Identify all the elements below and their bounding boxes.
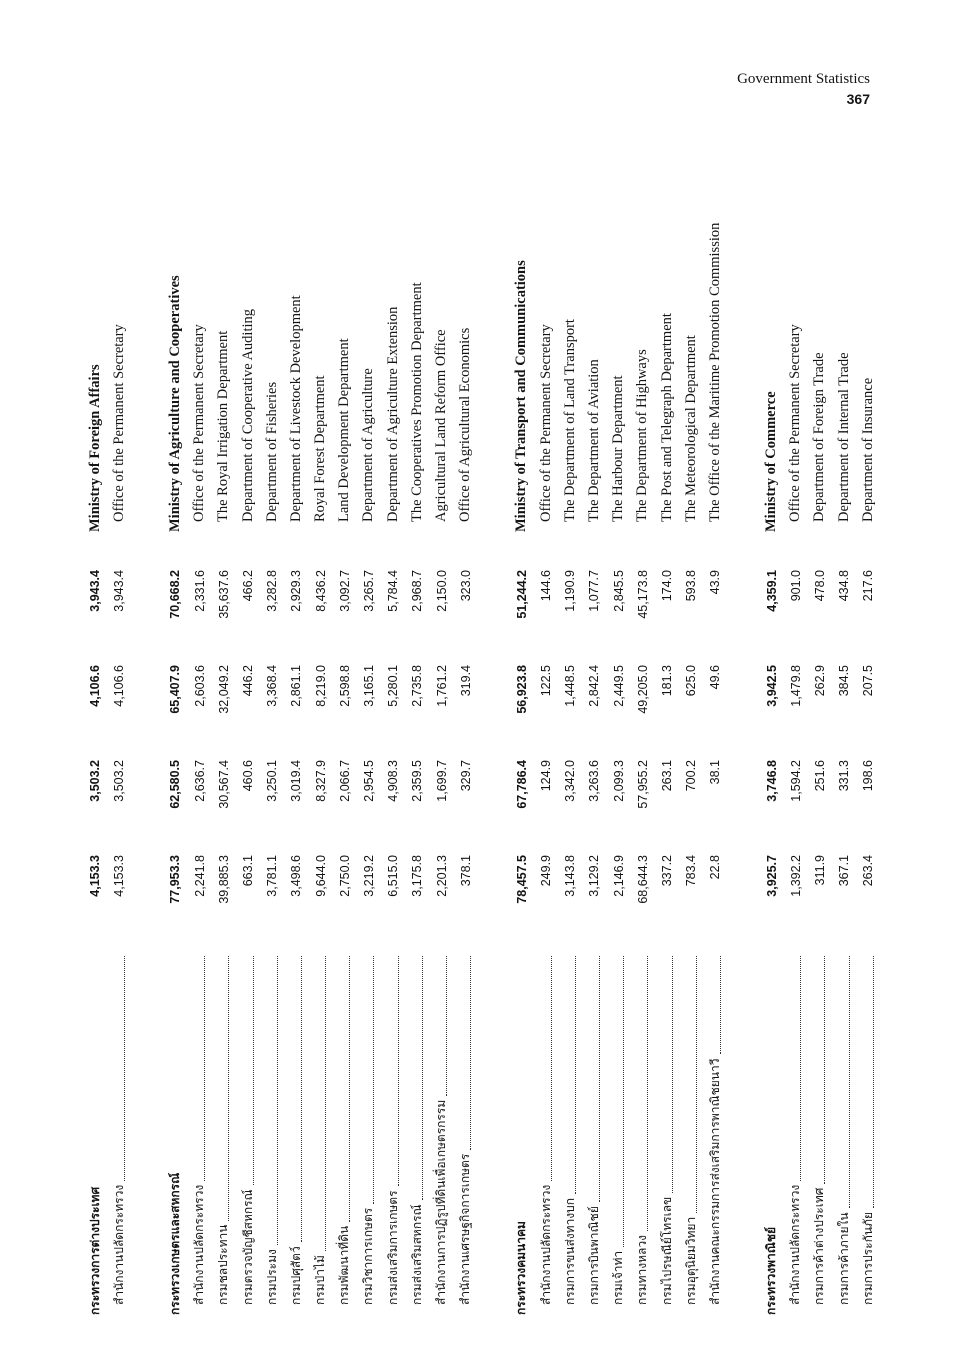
thai-label-cell bbox=[633, 950, 652, 1315]
thai-label-cell bbox=[537, 950, 556, 1315]
value-cell: 367.1 bbox=[837, 855, 852, 887]
value-cell: 446.2 bbox=[241, 665, 256, 697]
english-label: The Post and Telegraph Department bbox=[658, 313, 675, 522]
thai-label-cell bbox=[287, 950, 306, 1315]
value-cell: 3,219.2 bbox=[361, 855, 376, 897]
value-cell: 466.2 bbox=[241, 570, 256, 602]
dot-leader bbox=[436, 956, 447, 1096]
value-cell: 262.9 bbox=[812, 665, 827, 697]
value-cell: 3,019.4 bbox=[289, 760, 304, 802]
thai-label-cell bbox=[86, 950, 105, 1315]
department-row bbox=[655, 155, 679, 1315]
english-label: Ministry of Commerce bbox=[763, 391, 780, 532]
dot-leader bbox=[589, 956, 600, 1202]
department-row bbox=[381, 155, 405, 1315]
thai-label-cell bbox=[859, 950, 878, 1315]
value-cell: 3,165.1 bbox=[361, 665, 376, 707]
department-row bbox=[357, 155, 381, 1315]
thai-label: สำนักงานปลัดกระทรวง bbox=[788, 1184, 803, 1305]
value-cell: 4,153.3 bbox=[112, 855, 127, 897]
thai-label-cell bbox=[263, 950, 282, 1315]
dot-leader bbox=[363, 956, 374, 1204]
value-cell: 3,092.7 bbox=[337, 570, 352, 612]
value-cell: 38.1 bbox=[708, 760, 723, 785]
value-cell: 329.7 bbox=[458, 760, 473, 792]
page-number: 367 bbox=[846, 91, 870, 107]
value-cell: 2,968.7 bbox=[410, 570, 425, 612]
dot-leader bbox=[790, 956, 801, 1181]
value-cell: 78,457.5 bbox=[514, 855, 529, 904]
value-cell: 263.4 bbox=[861, 855, 876, 887]
thai-label: สำนักงานปลัดกระทรวง bbox=[538, 1184, 553, 1305]
value-cell: 3,943.4 bbox=[88, 570, 103, 612]
value-cell: 2,359.5 bbox=[410, 760, 425, 802]
thai-label-cell bbox=[762, 950, 781, 1315]
value-cell: 65,407.9 bbox=[168, 665, 183, 714]
english-label: Ministry of Agriculture and Cooperatives bbox=[166, 275, 183, 532]
value-cell: 198.6 bbox=[861, 760, 876, 792]
dot-leader bbox=[637, 956, 648, 1231]
english-label: Department of Foreign Trade bbox=[811, 352, 828, 522]
value-cell: 3,342.0 bbox=[563, 760, 578, 802]
thai-label-cell bbox=[384, 950, 403, 1315]
thai-label-cell bbox=[682, 950, 701, 1315]
thai-label: กรมตรวจบัญชีสหกรณ์ bbox=[240, 1189, 255, 1305]
value-cell: 2,241.8 bbox=[192, 855, 207, 897]
english-label: Office of the Permanent Secretary bbox=[787, 324, 804, 522]
value-cell: 2,598.8 bbox=[337, 665, 352, 707]
dot-leader bbox=[194, 956, 205, 1181]
department-row bbox=[284, 155, 308, 1315]
ministry-row bbox=[760, 155, 784, 1315]
table-section bbox=[760, 155, 881, 1315]
department-row bbox=[107, 155, 131, 1315]
thai-label-cell bbox=[408, 950, 427, 1315]
thai-label: กรมชลประทาน bbox=[216, 1224, 231, 1305]
english-label: Department of Agriculture bbox=[360, 368, 377, 522]
english-label: Department of Agriculture Extension bbox=[384, 306, 401, 522]
table-section bbox=[163, 155, 477, 1315]
value-cell: 49.6 bbox=[708, 665, 723, 690]
english-label: Ministry of Transport and Communications bbox=[513, 260, 530, 532]
english-label: Agricultural Land Reform Office bbox=[433, 329, 450, 522]
english-label: Office of the Permanent Secretary bbox=[537, 324, 554, 522]
thai-label: กรมพัฒนาที่ดิน bbox=[337, 1225, 352, 1305]
thai-label-cell bbox=[658, 950, 677, 1315]
value-cell: 3,503.2 bbox=[112, 760, 127, 802]
thai-label: กรมส่งเสริมการเกษตร bbox=[385, 1190, 400, 1305]
dot-leader bbox=[686, 956, 697, 1213]
value-cell: 384.5 bbox=[837, 665, 852, 697]
value-cell: 249.9 bbox=[539, 855, 554, 887]
value-cell: 3,781.1 bbox=[265, 855, 280, 897]
value-cell: 1,699.7 bbox=[434, 760, 449, 802]
value-cell: 593.8 bbox=[684, 570, 699, 602]
value-cell: 3,175.8 bbox=[410, 855, 425, 897]
thai-label: กรมเจ้าท่า bbox=[611, 1250, 626, 1305]
value-cell: 700.2 bbox=[684, 760, 699, 792]
value-cell: 434.8 bbox=[837, 570, 852, 602]
english-label: Department of Internal Trade bbox=[835, 352, 852, 522]
value-cell: 3,143.8 bbox=[563, 855, 578, 897]
value-cell: 1,077.7 bbox=[587, 570, 602, 612]
value-cell: 2,146.9 bbox=[611, 855, 626, 897]
dot-leader bbox=[412, 956, 423, 1200]
thai-label: กระทรวงพาณิชย์ bbox=[764, 1226, 779, 1315]
thai-label: กรมปศุสัตว์ bbox=[288, 1246, 303, 1305]
value-cell: 2,845.5 bbox=[611, 570, 626, 612]
english-label: Ministry of Foreign Affairs bbox=[86, 364, 103, 532]
thai-label: กรมการค้าต่างประเทศ bbox=[812, 1187, 827, 1305]
thai-label-cell bbox=[786, 950, 805, 1315]
dot-leader bbox=[243, 956, 254, 1185]
value-cell: 68,644.3 bbox=[635, 855, 650, 904]
table-section bbox=[510, 155, 728, 1315]
thai-label-cell bbox=[432, 950, 451, 1315]
department-row bbox=[309, 155, 333, 1315]
department-row bbox=[260, 155, 284, 1315]
english-label: The Royal Irrigation Department bbox=[215, 330, 232, 522]
value-cell: 49,205.0 bbox=[635, 665, 650, 714]
value-cell: 2,636.7 bbox=[192, 760, 207, 802]
value-cell: 2,150.0 bbox=[434, 570, 449, 612]
thai-label: กรมการประกันภัย bbox=[860, 1212, 875, 1305]
value-cell: 3,129.2 bbox=[587, 855, 602, 897]
value-cell: 4,908.3 bbox=[386, 760, 401, 802]
thai-label-cell bbox=[835, 950, 854, 1315]
value-cell: 663.1 bbox=[241, 855, 256, 887]
value-cell: 3,263.6 bbox=[587, 760, 602, 802]
thai-label: กรมวิชาการเกษตร bbox=[361, 1207, 376, 1305]
thai-label: กรมการค้าภายใน bbox=[836, 1212, 851, 1305]
thai-label-cell bbox=[335, 950, 354, 1315]
english-label: Office of the Permanent Secretary bbox=[110, 324, 127, 522]
value-cell: 39,885.3 bbox=[216, 855, 231, 904]
statistics-table bbox=[83, 155, 883, 1315]
value-cell: 35,637.6 bbox=[216, 570, 231, 619]
value-cell: 174.0 bbox=[660, 570, 675, 602]
dot-leader bbox=[565, 956, 576, 1194]
thai-label: สำนักงานเศรษฐกิจการเกษตร bbox=[458, 1153, 473, 1305]
thai-label-cell bbox=[239, 950, 258, 1315]
english-label: Department of Livestock Development bbox=[287, 295, 304, 522]
value-cell: 30,567.4 bbox=[216, 760, 231, 809]
value-cell: 2,099.3 bbox=[611, 760, 626, 802]
department-row bbox=[405, 155, 429, 1315]
value-cell: 144.6 bbox=[539, 570, 554, 602]
value-cell: 45,173.8 bbox=[635, 570, 650, 619]
value-cell: 4,153.3 bbox=[88, 855, 103, 897]
thai-label-cell bbox=[706, 950, 725, 1315]
dot-leader bbox=[662, 956, 673, 1193]
value-cell: 1,479.8 bbox=[788, 665, 803, 707]
dot-leader bbox=[541, 956, 552, 1181]
english-label: The Office of the Maritime Promotion Commission bbox=[706, 222, 723, 522]
value-cell: 2,201.3 bbox=[434, 855, 449, 897]
value-cell: 32,049.2 bbox=[216, 665, 231, 714]
value-cell: 43.9 bbox=[708, 570, 723, 595]
department-row bbox=[558, 155, 582, 1315]
value-cell: 217.6 bbox=[861, 570, 876, 602]
value-cell: 2,066.7 bbox=[337, 760, 352, 802]
department-row bbox=[582, 155, 606, 1315]
english-label: The Harbour Department bbox=[610, 375, 627, 522]
value-cell: 9,644.0 bbox=[313, 855, 328, 897]
value-cell: 319.4 bbox=[458, 665, 473, 697]
value-cell: 122.5 bbox=[539, 665, 554, 697]
english-label: Department of Fisheries bbox=[263, 381, 280, 522]
value-cell: 2,842.4 bbox=[587, 665, 602, 707]
ministry-row bbox=[163, 155, 187, 1315]
thai-label-cell bbox=[214, 950, 233, 1315]
value-cell: 8,219.0 bbox=[313, 665, 328, 707]
value-cell: 1,761.2 bbox=[434, 665, 449, 707]
thai-label: กรมทางหลวง bbox=[635, 1235, 650, 1305]
thai-label: กระทรวงการต่างประเทศ bbox=[87, 1186, 102, 1315]
value-cell: 4,106.6 bbox=[112, 665, 127, 707]
value-cell: 3,498.6 bbox=[289, 855, 304, 897]
thai-label-cell bbox=[456, 950, 475, 1315]
value-cell: 6,515.0 bbox=[386, 855, 401, 897]
value-cell: 77,953.3 bbox=[168, 855, 183, 904]
value-cell: 56,923.8 bbox=[514, 665, 529, 714]
value-cell: 337.2 bbox=[660, 855, 675, 887]
dot-leader bbox=[839, 956, 850, 1208]
value-cell: 251.6 bbox=[812, 760, 827, 792]
value-cell: 2,954.5 bbox=[361, 760, 376, 802]
thai-label: สำนักงานปลัดกระทรวง bbox=[111, 1184, 126, 1305]
value-cell: 2,603.6 bbox=[192, 665, 207, 707]
value-cell: 2,331.6 bbox=[192, 570, 207, 612]
thai-label: กรมการบินพาณิชย์ bbox=[586, 1206, 601, 1305]
value-cell: 124.9 bbox=[539, 760, 554, 792]
value-cell: 57,955.2 bbox=[635, 760, 650, 809]
value-cell: 1,448.5 bbox=[563, 665, 578, 707]
thai-label-cell bbox=[561, 950, 580, 1315]
department-row bbox=[832, 155, 856, 1315]
value-cell: 1,594.2 bbox=[788, 760, 803, 802]
ministry-row bbox=[510, 155, 534, 1315]
dot-leader bbox=[388, 956, 399, 1186]
value-cell: 22.8 bbox=[708, 855, 723, 880]
thai-label-cell bbox=[190, 950, 209, 1315]
value-cell: 1,190.9 bbox=[563, 570, 578, 612]
value-cell: 311.9 bbox=[812, 855, 827, 886]
department-row bbox=[454, 155, 478, 1315]
page-header bbox=[737, 70, 870, 109]
thai-label: กรมส่งเสริมสหกรณ์ bbox=[409, 1204, 424, 1305]
department-row bbox=[236, 155, 260, 1315]
value-cell: 8,436.2 bbox=[313, 570, 328, 612]
department-row bbox=[808, 155, 832, 1315]
english-label: Department of Insurance bbox=[859, 377, 876, 522]
dot-leader bbox=[460, 956, 471, 1150]
value-cell: 3,943.4 bbox=[112, 570, 127, 612]
value-cell: 207.5 bbox=[861, 665, 876, 697]
value-cell: 3,368.4 bbox=[265, 665, 280, 707]
value-cell: 901.0 bbox=[788, 570, 803, 602]
department-row bbox=[856, 155, 880, 1315]
english-label: Office of the Permanent Secretary bbox=[191, 324, 208, 522]
department-row bbox=[534, 155, 558, 1315]
dot-leader bbox=[863, 956, 874, 1208]
dot-leader bbox=[613, 956, 624, 1247]
english-label: Department of Cooperative Auditing bbox=[239, 308, 256, 522]
value-cell: 181.3 bbox=[660, 665, 675, 697]
department-row bbox=[631, 155, 655, 1315]
value-cell: 5,784.4 bbox=[386, 570, 401, 612]
value-cell: 625.0 bbox=[684, 665, 699, 697]
dot-leader bbox=[291, 956, 302, 1242]
thai-label: กรมอุตุนิยมวิทยา bbox=[683, 1216, 698, 1305]
thai-label-cell bbox=[512, 950, 531, 1315]
thai-label: สำนักงานการปฏิรูปที่ดินเพื่อเกษตรกรรม bbox=[434, 1099, 449, 1305]
english-label: The Department of Aviation bbox=[585, 359, 602, 522]
value-cell: 5,280.1 bbox=[386, 665, 401, 707]
dot-leader bbox=[710, 956, 721, 1054]
value-cell: 2,750.0 bbox=[337, 855, 352, 897]
value-cell: 3,282.8 bbox=[265, 570, 280, 612]
thai-label-cell bbox=[166, 950, 185, 1315]
value-cell: 2,449.5 bbox=[611, 665, 626, 707]
value-cell: 3,925.7 bbox=[764, 855, 779, 897]
department-row bbox=[784, 155, 808, 1315]
value-cell: 2,735.8 bbox=[410, 665, 425, 707]
english-label: The Department of Land Transport bbox=[561, 319, 578, 522]
thai-label-cell bbox=[810, 950, 829, 1315]
value-cell: 460.6 bbox=[241, 760, 256, 792]
value-cell: 4,106.6 bbox=[88, 665, 103, 707]
english-label: The Meteorological Department bbox=[682, 335, 699, 522]
department-row bbox=[703, 155, 727, 1315]
value-cell: 3,250.1 bbox=[265, 760, 280, 802]
value-cell: 323.0 bbox=[458, 570, 473, 602]
value-cell: 378.1 bbox=[458, 855, 473, 887]
thai-label-cell bbox=[359, 950, 378, 1315]
value-cell: 478.0 bbox=[812, 570, 827, 602]
thai-label-cell bbox=[110, 950, 129, 1315]
english-label: Office of Agricultural Economics bbox=[457, 327, 474, 522]
thai-label: กระทรวงเกษตรและสหกรณ์ bbox=[167, 1172, 182, 1315]
english-label: Land Development Department bbox=[336, 338, 353, 522]
value-cell: 62,580.5 bbox=[168, 760, 183, 809]
dot-leader bbox=[315, 956, 326, 1251]
thai-label-cell bbox=[585, 950, 604, 1315]
value-cell: 2,929.3 bbox=[289, 570, 304, 612]
value-cell: 263.1 bbox=[660, 760, 675, 792]
value-cell: 783.4 bbox=[684, 855, 699, 887]
running-title: Government Statistics bbox=[737, 71, 870, 87]
value-cell: 331.3 bbox=[837, 760, 852, 792]
dot-leader bbox=[267, 956, 278, 1245]
value-cell: 4,359.1 bbox=[764, 570, 779, 612]
ministry-row bbox=[83, 155, 107, 1315]
english-label: The Cooperatives Promotion Department bbox=[408, 282, 425, 522]
value-cell: 2,861.1 bbox=[289, 665, 304, 707]
thai-label-cell bbox=[609, 950, 628, 1315]
value-cell: 8,327.9 bbox=[313, 760, 328, 802]
thai-label: กระทรวงคมนาคม bbox=[514, 1221, 529, 1315]
thai-label: กรมไปรษณีย์โทรเลข bbox=[659, 1196, 674, 1305]
thai-label: กรมประมง bbox=[264, 1249, 279, 1305]
dot-leader bbox=[339, 956, 350, 1222]
value-cell: 1,392.2 bbox=[788, 855, 803, 897]
department-row bbox=[679, 155, 703, 1315]
value-cell: 67,786.4 bbox=[514, 760, 529, 809]
thai-label: กรมการขนส่งทางบก bbox=[562, 1197, 577, 1305]
value-cell: 3,942.5 bbox=[764, 665, 779, 707]
value-cell: 3,503.2 bbox=[88, 760, 103, 802]
department-row bbox=[333, 155, 357, 1315]
value-cell: 3,746.8 bbox=[764, 760, 779, 802]
value-cell: 3,265.7 bbox=[361, 570, 376, 612]
thai-label: สำนักงานคณะกรรมการส่งเสริมการพาณิชยนาวี bbox=[707, 1058, 722, 1305]
dot-leader bbox=[218, 956, 229, 1221]
thai-label: กรมป่าไม้ bbox=[313, 1255, 328, 1305]
department-row bbox=[607, 155, 631, 1315]
thai-label: สำนักงานปลัดกระทรวง bbox=[192, 1184, 207, 1305]
table-section bbox=[83, 155, 131, 1315]
dot-leader bbox=[814, 956, 825, 1184]
english-label: The Department of Highways bbox=[634, 349, 651, 522]
department-row bbox=[188, 155, 212, 1315]
english-label: Royal Forest Department bbox=[312, 375, 329, 522]
thai-label-cell bbox=[311, 950, 330, 1315]
value-cell: 70,668.2 bbox=[168, 570, 183, 619]
department-row bbox=[429, 155, 453, 1315]
value-cell: 51,244.2 bbox=[514, 570, 529, 619]
department-row bbox=[212, 155, 236, 1315]
dot-leader bbox=[114, 956, 125, 1181]
